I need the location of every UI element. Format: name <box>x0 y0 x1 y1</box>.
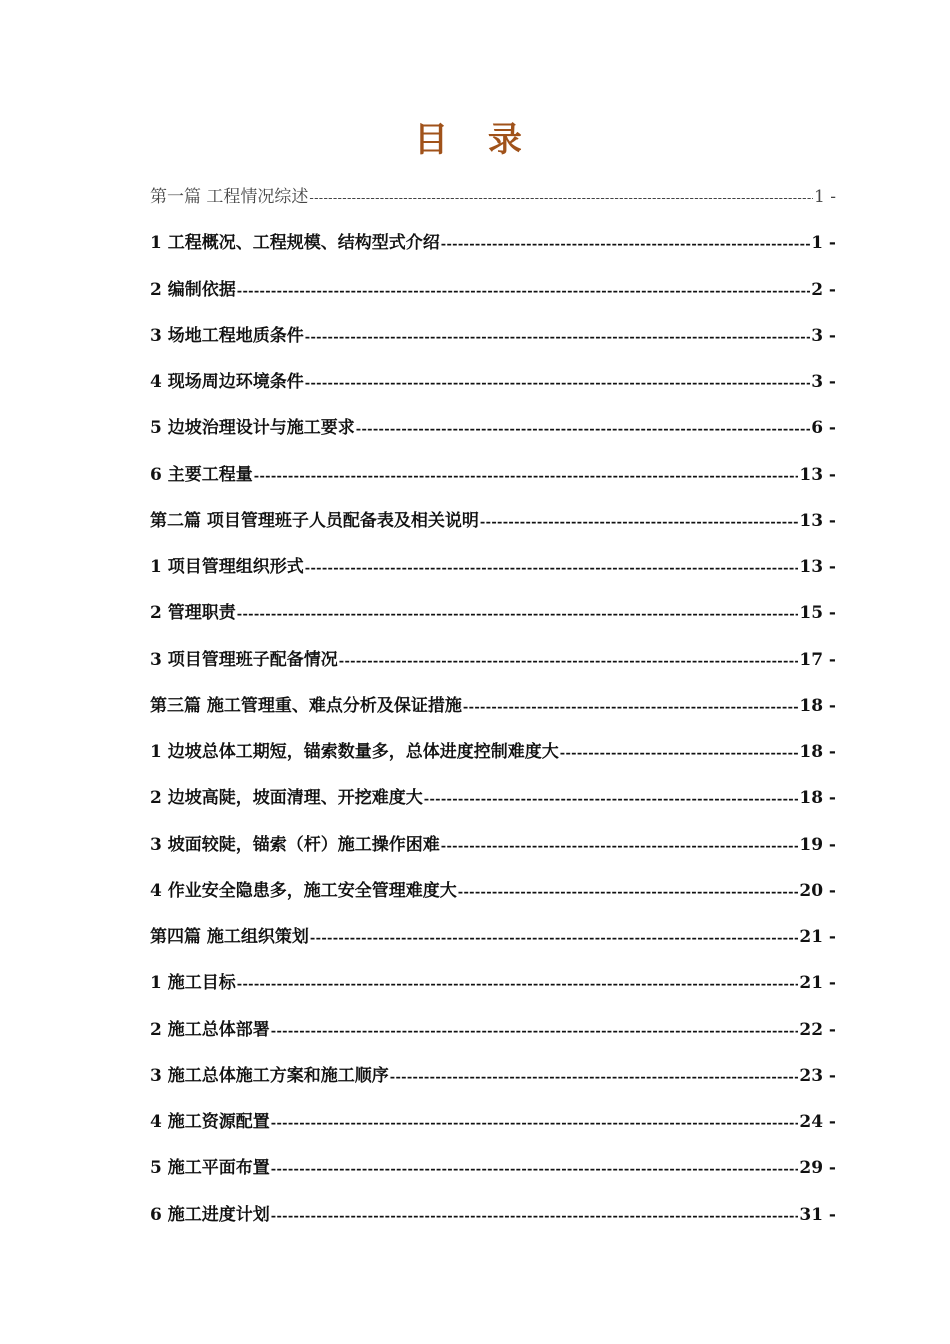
toc-entry-label: 2 边坡高陡，坡面清理、开挖难度大 <box>150 788 423 809</box>
toc-entry-label: 第三篇 施工管理重、难点分析及保证措施 <box>150 695 462 716</box>
toc-leader <box>271 1024 799 1039</box>
toc-entry[interactable] <box>150 552 836 598</box>
toc-entry[interactable] <box>150 830 836 876</box>
toc-leader <box>424 792 799 807</box>
toc-entry-label: 第一篇 工程情况综述 <box>150 187 309 207</box>
toc-entry-label: 4 作业安全隐患多，施工安全管理难度大 <box>150 880 457 901</box>
toc-leader <box>458 885 799 900</box>
toc-entry[interactable] <box>150 321 836 367</box>
toc-leader <box>237 977 799 992</box>
toc-leader <box>237 284 810 299</box>
toc-entry-page: 13 - <box>799 510 836 531</box>
toc-title: 目 录 <box>414 120 536 160</box>
toc-entry-label: 6 施工进度计划 <box>150 1204 270 1225</box>
toc-entry[interactable] <box>150 1200 836 1246</box>
toc-entry-page: 13 - <box>799 557 836 577</box>
toc-entry-page: 15 - <box>799 603 836 624</box>
toc-entry-page: 17 - <box>799 649 836 670</box>
toc-entry[interactable] <box>150 228 836 274</box>
toc-entry[interactable] <box>150 275 836 321</box>
toc-entry-label: 5 边坡治理设计与施工要求 <box>150 418 355 439</box>
toc-entry-label: 第二篇 项目管理班子人员配备表及相关说明 <box>150 510 479 531</box>
toc-leader <box>305 376 810 391</box>
toc-entry[interactable] <box>150 922 836 968</box>
toc-entry-label: 3 场地工程地质条件 <box>150 325 304 346</box>
toc-entry-label: 4 施工资源配置 <box>150 1112 270 1132</box>
toc-leader <box>390 1070 799 1085</box>
toc-entry[interactable] <box>150 460 836 506</box>
toc-entry-page: 18 - <box>799 695 836 716</box>
toc-entry-page: 23 - <box>799 1065 836 1086</box>
toc-entry-label: 3 坡面较陡，锚索（杆）施工操作困难 <box>150 834 440 855</box>
toc-entry[interactable] <box>150 1015 836 1061</box>
toc-entry-page: 21 - <box>799 927 836 947</box>
toc-entry[interactable] <box>150 506 836 552</box>
toc-leader <box>356 422 810 437</box>
toc-entry[interactable] <box>150 598 836 644</box>
toc-leader <box>560 746 799 761</box>
toc-entry-page: 2 - <box>811 279 836 300</box>
toc-entry[interactable] <box>150 367 836 413</box>
toc-entry[interactable] <box>150 876 836 922</box>
toc-entry[interactable] <box>150 645 836 691</box>
toc-leader <box>271 1162 799 1177</box>
toc-entry-page: 18 - <box>799 788 836 809</box>
toc-entry[interactable] <box>150 1153 836 1199</box>
toc-entry-label: 4 现场周边环境条件 <box>150 372 304 392</box>
toc-entry-label: 1 边坡总体工期短，锚索数量多，总体进度控制难度大 <box>150 742 559 762</box>
toc-leader <box>305 330 810 345</box>
toc-entry-label: 1 项目管理组织形式 <box>150 557 304 577</box>
toc-entry-page: 6 - <box>811 418 836 439</box>
toc-entry[interactable] <box>150 737 836 783</box>
toc-entry[interactable] <box>150 413 836 459</box>
table-of-contents <box>150 182 836 1246</box>
toc-entry[interactable] <box>150 691 836 737</box>
toc-leader <box>305 561 799 576</box>
toc-leader <box>237 607 799 622</box>
toc-entry-label: 5 施工平面布置 <box>150 1158 270 1179</box>
toc-leader <box>339 654 799 669</box>
toc-leader <box>463 700 798 715</box>
toc-entry-page: 18 - <box>799 742 836 762</box>
toc-entry-page: 1 - <box>814 187 836 207</box>
toc-entry-page: 31 - <box>799 1204 836 1225</box>
toc-entry-page: 21 - <box>799 973 836 994</box>
toc-entry-label: 第四篇 施工组织策划 <box>150 927 309 947</box>
toc-entry-label: 6 主要工程量 <box>150 464 253 485</box>
toc-entry-label: 1 工程概况、工程规模、结构型式介绍 <box>150 233 440 254</box>
toc-entry-label: 1 施工目标 <box>150 973 236 994</box>
toc-entry-label: 3 项目管理班子配备情况 <box>150 649 338 670</box>
toc-entry-page: 29 - <box>799 1158 836 1179</box>
toc-entry-label: 2 编制依据 <box>150 279 236 300</box>
toc-entry-page: 22 - <box>799 1019 836 1040</box>
toc-entry-label: 3 施工总体施工方案和施工顺序 <box>150 1065 389 1086</box>
toc-entry-page: 20 - <box>799 880 836 901</box>
toc-entry[interactable] <box>150 968 836 1014</box>
toc-entry-page: 3 - <box>811 325 836 346</box>
toc-leader <box>441 237 810 252</box>
toc-leader <box>254 469 799 484</box>
toc-entry[interactable] <box>150 1107 836 1153</box>
toc-leader <box>310 931 798 946</box>
toc-leader <box>480 515 798 530</box>
toc-entry[interactable] <box>150 182 836 228</box>
toc-entry[interactable] <box>150 783 836 829</box>
toc-entry-page: 1 - <box>811 233 836 254</box>
toc-leader <box>271 1209 799 1224</box>
toc-entry-page: 19 - <box>799 834 836 855</box>
toc-entry[interactable] <box>150 1061 836 1107</box>
toc-entry-label: 2 管理职责 <box>150 603 236 624</box>
toc-entry-page: 13 - <box>799 464 836 485</box>
toc-entry-page: 24 - <box>799 1112 836 1132</box>
toc-leader <box>441 839 799 854</box>
toc-leader <box>309 191 813 206</box>
toc-entry-page: 3 - <box>811 372 836 392</box>
toc-entry-label: 2 施工总体部署 <box>150 1019 270 1040</box>
toc-leader <box>271 1116 799 1131</box>
